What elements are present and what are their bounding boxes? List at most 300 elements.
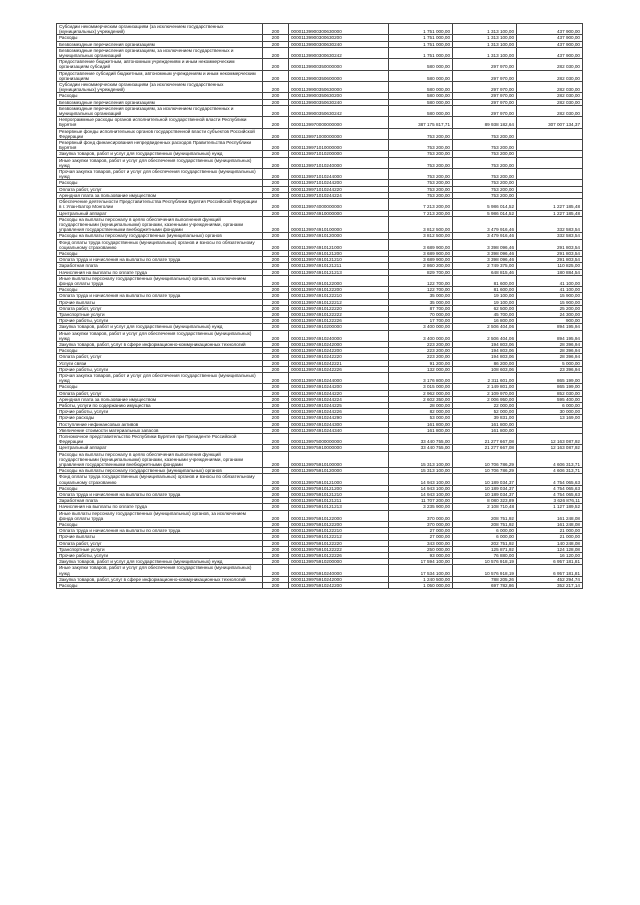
unexecuted-amount-cell: 6 957 181,81 (517, 559, 583, 565)
row-name-cell: Прочие расходы (57, 415, 263, 421)
classification-code-cell: 00001139974000000000 (289, 199, 389, 210)
classification-code-cell: 00001139971010244000 (289, 169, 389, 180)
executed-amount-cell: 3 479 916,46 (453, 216, 517, 233)
classification-code-cell: 00001139900300630000 (289, 24, 389, 35)
table-row (57, 169, 583, 180)
executed-amount-cell: 202 751,92 (453, 540, 517, 546)
row-name-cell: Расходы на выплаты персоналу в целях обеспечения выполнения функций государственными (муниципальными) органами, казенными учреждениями, органами управления государственными внебюджетными фондами (57, 451, 263, 468)
approved-amount-cell: 14 943 100,00 (389, 474, 453, 485)
approved-amount-cell: 2 602 350,00 (389, 396, 453, 402)
classification-code-cell: 00001139971000000000 (289, 128, 389, 139)
row-code-cell: 200 (263, 384, 289, 390)
approved-amount-cell: 753 200,00 (389, 128, 453, 139)
row-code-cell: 200 (263, 117, 289, 128)
approved-amount-cell: 1 751 000,00 (389, 35, 453, 41)
unexecuted-amount-cell: 894 195,94 (517, 330, 583, 341)
row-code-cell: 200 (263, 24, 289, 35)
classification-code-cell: 00001139974910121000 (289, 239, 389, 250)
table-body (57, 24, 583, 589)
row-code-cell: 200 (263, 293, 289, 299)
row-name-cell: Расходы (57, 180, 263, 186)
table-row (57, 41, 583, 47)
executed-amount-cell: 19 100,00 (453, 299, 517, 305)
executed-amount-cell: 2 149 801,00 (453, 384, 517, 390)
executed-amount-cell: 10 706 786,29 (453, 451, 517, 468)
executed-amount-cell: 194 803,06 (453, 354, 517, 360)
executed-amount-cell: 2 109 970,00 (453, 390, 517, 396)
unexecuted-amount-cell: 30 000,00 (517, 409, 583, 415)
row-code-cell: 200 (263, 250, 289, 256)
classification-code-cell: 00001139974910244224 (289, 396, 389, 402)
executed-amount-cell: 62 500,00 (453, 305, 517, 311)
classification-code-cell: 00001139900350600000 (289, 70, 389, 81)
approved-amount-cell: 1 240 500,00 (389, 576, 453, 582)
executed-amount-cell: 194 803,06 (453, 341, 517, 347)
unexecuted-amount-cell: 307 007 134,37 (517, 117, 583, 128)
approved-amount-cell: 3 812 500,00 (389, 233, 453, 239)
row-name-cell: Фонд оплаты труда государственных (муниципальных) органов и взносы по обязательному социальному страхованию (57, 474, 263, 485)
executed-amount-cell: 125 871,92 (453, 546, 517, 552)
executed-amount-cell: 86 200,00 (453, 360, 517, 366)
approved-amount-cell: 33 440 755,00 (389, 445, 453, 451)
approved-amount-cell: 35 000,00 (389, 299, 453, 305)
executed-amount-cell: 194 803,06 (453, 348, 517, 354)
unexecuted-amount-cell: 282 030,00 (517, 105, 583, 116)
row-name-cell: Иные закупки товаров, работ и услуг для обеспечения государственных (муниципальных) нужд (57, 157, 263, 168)
classification-code-cell: 00001139900350630242 (289, 105, 389, 116)
executed-amount-cell: 22 000,00 (453, 403, 517, 409)
row-name-cell: Безвозмездные перечисления организациям (57, 41, 263, 47)
executed-amount-cell: 788 205,26 (453, 576, 517, 582)
unexecuted-amount-cell: 865 199,00 (517, 384, 583, 390)
row-code-cell: 200 (263, 415, 289, 421)
executed-amount-cell: 753 200,00 (453, 157, 517, 168)
approved-amount-cell: 1 751 000,00 (389, 24, 453, 35)
approved-amount-cell: 753 200,00 (389, 180, 453, 186)
row-code-cell: 200 (263, 105, 289, 116)
unexecuted-amount-cell: 282 030,00 (517, 59, 583, 70)
row-name-cell: Иные выплаты персоналу государственных (муниципальных) органов, за исключением фонда оплаты труда (57, 510, 263, 521)
unexecuted-amount-cell: 21 000,00 (517, 534, 583, 540)
unexecuted-amount-cell: 1 227 185,48 (517, 210, 583, 216)
row-name-cell: Расходы на выплаты персоналу государственных (муниципальных) органов (57, 233, 263, 239)
executed-amount-cell: 8 080 323,89 (453, 498, 517, 504)
unexecuted-amount-cell: 15 900,00 (517, 293, 583, 299)
unexecuted-amount-cell: 16 120,00 (517, 553, 583, 559)
classification-code-cell: 00001139900300630240 (289, 41, 389, 47)
row-name-cell: Центральный аппарат (57, 210, 263, 216)
row-code-cell: 200 (263, 583, 289, 589)
classification-code-cell: 00001139974910244300 (289, 421, 389, 427)
row-code-cell: 200 (263, 318, 289, 324)
row-code-cell: 200 (263, 492, 289, 498)
classification-code-cell: 00001139974910100000 (289, 216, 389, 233)
classification-code-cell: 00001139974910122200 (289, 287, 389, 293)
table-row (57, 504, 583, 510)
approved-amount-cell: 753 200,00 (389, 140, 453, 151)
table-row (57, 451, 583, 468)
classification-code-cell: 00001139900350630000 (289, 82, 389, 93)
executed-amount-cell: 3 479 916,46 (453, 233, 517, 239)
classification-code-cell: 00001139975910121211 (289, 498, 389, 504)
classification-code-cell: 00001139974910242220 (289, 354, 389, 360)
row-code-cell: 200 (263, 427, 289, 433)
table-row (57, 117, 583, 128)
classification-code-cell: 00001139974910244226 (289, 409, 389, 415)
unexecuted-amount-cell: 900,00 (517, 318, 583, 324)
row-code-cell: 200 (263, 485, 289, 491)
approved-amount-cell: 91 200,00 (389, 360, 453, 366)
row-code-cell: 200 (263, 99, 289, 105)
row-code-cell: 200 (263, 360, 289, 366)
row-code-cell: 200 (263, 576, 289, 582)
unexecuted-amount-cell: 3 626 876,11 (517, 498, 583, 504)
approved-amount-cell: 223 200,00 (389, 348, 453, 354)
executed-amount-cell: 1 313 100,00 (453, 24, 517, 35)
executed-amount-cell: 753 200,00 (453, 140, 517, 151)
unexecuted-amount-cell: 12 163 087,92 (517, 434, 583, 445)
row-name-cell: Оплата работ, услуг (57, 305, 263, 311)
approved-amount-cell: 27 000,00 (389, 528, 453, 534)
row-code-cell: 200 (263, 396, 289, 402)
table-row (57, 24, 583, 35)
approved-amount-cell: 35 000,00 (389, 293, 453, 299)
executed-amount-cell: 161 800,00 (453, 421, 517, 427)
row-code-cell: 200 (263, 275, 289, 286)
table-row (57, 192, 583, 198)
unexecuted-amount-cell: 28 396,94 (517, 348, 583, 354)
row-code-cell: 200 (263, 324, 289, 330)
row-code-cell: 200 (263, 263, 289, 269)
approved-amount-cell: 580 000,00 (389, 82, 453, 93)
row-code-cell: 200 (263, 287, 289, 293)
row-name-cell: Расходы на выплаты персоналу в целях обеспечения выполнения функций государственными (муниципальными) органами, казенными учреждениями, органами управления государственными внебюджетными фондами (57, 216, 263, 233)
table-row (57, 151, 583, 157)
row-code-cell: 200 (263, 474, 289, 485)
approved-amount-cell: 161 800,00 (389, 427, 453, 433)
row-name-cell: Начисления на выплаты по оплате труда (57, 504, 263, 510)
classification-code-cell: 00001139975910122226 (289, 553, 389, 559)
unexecuted-amount-cell: 1 127 189,52 (517, 504, 583, 510)
unexecuted-amount-cell: 21 000,00 (517, 528, 583, 534)
approved-amount-cell: 11 707 200,00 (389, 498, 453, 504)
row-name-cell: Увеличение стоимости материальных запасов (57, 427, 263, 433)
unexecuted-amount-cell: 865 199,00 (517, 372, 583, 383)
executed-amount-cell: 1 313 100,00 (453, 41, 517, 47)
table-row (57, 199, 583, 210)
executed-amount-cell: 45 700,00 (453, 311, 517, 317)
approved-amount-cell: 122 700,00 (389, 275, 453, 286)
unexecuted-amount-cell: 110 825,00 (517, 263, 583, 269)
table-row (57, 293, 583, 299)
unexecuted-amount-cell: 5 000,00 (517, 360, 583, 366)
row-code-cell: 200 (263, 540, 289, 546)
approved-amount-cell: 829 700,00 (389, 269, 453, 275)
executed-amount-cell: 297 970,00 (453, 93, 517, 99)
table-row (57, 216, 583, 233)
approved-amount-cell: 93 000,00 (389, 553, 453, 559)
row-name-cell: Оплата работ, услуг (57, 354, 263, 360)
executed-amount-cell: 10 706 786,29 (453, 468, 517, 474)
executed-amount-cell: 10 576 918,19 (453, 565, 517, 576)
approved-amount-cell: 3 176 800,00 (389, 372, 453, 383)
approved-amount-cell: 1 050 000,00 (389, 583, 453, 589)
approved-amount-cell: 2 962 000,00 (389, 390, 453, 396)
row-name-cell: Расходы (57, 485, 263, 491)
classification-code-cell: 00001139971010000000 (289, 140, 389, 151)
classification-code-cell: 00001139975910122222 (289, 546, 389, 552)
approved-amount-cell: 753 200,00 (389, 186, 453, 192)
row-code-cell: 200 (263, 239, 289, 250)
classification-code-cell: 00001139975910000000 (289, 445, 389, 451)
executed-amount-cell: 6 000,00 (453, 528, 517, 534)
unexecuted-amount-cell: 894 195,94 (517, 324, 583, 330)
row-name-cell: Расходы (57, 35, 263, 41)
executed-amount-cell: 21 277 667,08 (453, 434, 517, 445)
row-name-cell: Работы, услуги по содержанию имущества (57, 403, 263, 409)
row-name-cell: Закупка товаров, работ и услуг для государственных (муниципальных) нужд (57, 151, 263, 157)
executed-amount-cell: 10 189 034,37 (453, 492, 517, 498)
approved-amount-cell: 2 860 200,00 (389, 263, 453, 269)
approved-amount-cell: 3 689 900,00 (389, 250, 453, 256)
unexecuted-amount-cell: 161 248,08 (517, 522, 583, 528)
approved-amount-cell: 387 175 817,71 (389, 117, 453, 128)
executed-amount-cell: 753 200,00 (453, 151, 517, 157)
row-code-cell: 200 (263, 257, 289, 263)
row-code-cell: 200 (263, 157, 289, 168)
approved-amount-cell: 370 000,00 (389, 510, 453, 521)
approved-amount-cell: 17 534 100,00 (389, 565, 453, 576)
unexecuted-amount-cell: 4 754 065,63 (517, 492, 583, 498)
row-name-cell: Начисления на выплаты по оплате труда (57, 269, 263, 275)
row-name-cell: Непрограммные расходы органов исполнительной государственной власти Республики Бурятия (57, 117, 263, 128)
executed-amount-cell: 5 986 014,52 (453, 199, 517, 210)
unexecuted-amount-cell: 1 227 185,48 (517, 199, 583, 210)
row-code-cell: 200 (263, 546, 289, 552)
approved-amount-cell: 87 700,00 (389, 305, 453, 311)
row-code-cell: 200 (263, 372, 289, 383)
executed-amount-cell: 16 800,00 (453, 318, 517, 324)
table-row (57, 492, 583, 498)
row-name-cell: Прочие работы, услуги (57, 409, 263, 415)
approved-amount-cell: 33 440 755,00 (389, 434, 453, 445)
table-row (57, 427, 583, 433)
classification-code-cell: 00001139971010244224 (289, 192, 389, 198)
table-row (57, 47, 583, 58)
row-name-cell: Прочие выплаты (57, 299, 263, 305)
row-code-cell: 200 (263, 192, 289, 198)
executed-amount-cell: 3 398 096,46 (453, 250, 517, 256)
executed-amount-cell: 2 749 375,00 (453, 263, 517, 269)
classification-code-cell: 00001139975910121213 (289, 504, 389, 510)
approved-amount-cell: 753 200,00 (389, 192, 453, 198)
table-row (57, 403, 583, 409)
unexecuted-amount-cell: 180 884,54 (517, 269, 583, 275)
approved-amount-cell: 27 000,00 (389, 534, 453, 540)
row-code-cell: 200 (263, 504, 289, 510)
table-row (57, 99, 583, 105)
executed-amount-cell: 297 970,00 (453, 59, 517, 70)
row-code-cell: 200 (263, 199, 289, 210)
executed-amount-cell: 753 200,00 (453, 169, 517, 180)
approved-amount-cell: 82 000,00 (389, 409, 453, 415)
table-row (57, 565, 583, 576)
table-row (57, 528, 583, 534)
approved-amount-cell: 580 000,00 (389, 99, 453, 105)
row-code-cell: 200 (263, 434, 289, 445)
row-name-cell: Резервные фонды исполнительных органов государственной власти субъектов Российской Федерации (57, 128, 263, 139)
classification-code-cell: 00001139975910240000 (289, 565, 389, 576)
approved-amount-cell: 15 313 100,00 (389, 451, 453, 468)
row-name-cell: Закупка товаров, работ, услуг в сфере информационно-коммуникационных технологий (57, 341, 263, 347)
executed-amount-cell: 2 311 601,00 (453, 372, 517, 383)
executed-amount-cell: 81 600,00 (453, 275, 517, 286)
classification-code-cell: 00001139974910240000 (289, 330, 389, 341)
executed-amount-cell: 208 751,92 (453, 522, 517, 528)
approved-amount-cell: 3 812 500,00 (389, 216, 453, 233)
classification-code-cell: 00001139974910121213 (289, 269, 389, 275)
classification-code-cell: 00001139974910122226 (289, 318, 389, 324)
row-name-cell: Арендная плата за пользование имуществом (57, 192, 263, 198)
row-name-cell: Иные закупки товаров, работ и услуг для обеспечения государственных (муниципальных) нужд (57, 565, 263, 576)
unexecuted-amount-cell: 4 754 065,63 (517, 485, 583, 491)
classification-code-cell: 00001139975910122212 (289, 534, 389, 540)
table-row (57, 70, 583, 81)
row-code-cell: 200 (263, 299, 289, 305)
unexecuted-amount-cell: 437 900,00 (517, 47, 583, 58)
unexecuted-amount-cell: 161 248,08 (517, 510, 583, 521)
classification-code-cell: 00001139900300630200 (289, 35, 389, 41)
row-code-cell: 200 (263, 348, 289, 354)
approved-amount-cell: 14 943 100,00 (389, 485, 453, 491)
table-row (57, 82, 583, 93)
row-code-cell: 200 (263, 128, 289, 139)
approved-amount-cell: 580 000,00 (389, 93, 453, 99)
row-code-cell: 200 (263, 82, 289, 93)
row-name-cell: Услуги связи (57, 360, 263, 366)
executed-amount-cell: 5 986 014,52 (453, 210, 517, 216)
unexecuted-amount-cell: 282 030,00 (517, 93, 583, 99)
classification-code-cell: 00001139971010244200 (289, 180, 389, 186)
row-name-cell: Прочая закупка товаров, работ и услуг для обеспечения государственных (муниципальных) нужд (57, 372, 263, 383)
classification-code-cell: 00001139974910242000 (289, 341, 389, 347)
row-code-cell: 200 (263, 47, 289, 58)
row-name-cell: Оплата работ, услуг (57, 186, 263, 192)
classification-code-cell: 00001139975910121210 (289, 492, 389, 498)
unexecuted-amount-cell: 332 583,54 (517, 216, 583, 233)
executed-amount-cell: 753 200,00 (453, 180, 517, 186)
approved-amount-cell: 132 000,00 (389, 366, 453, 372)
executed-amount-cell: 3 398 096,46 (453, 257, 517, 263)
unexecuted-amount-cell: 291 803,54 (517, 250, 583, 256)
unexecuted-amount-cell: 437 900,00 (517, 24, 583, 35)
row-name-cell: Оплата работ, услуг (57, 540, 263, 546)
classification-code-cell: 00001139974910244290 (289, 415, 389, 421)
table-row (57, 396, 583, 402)
row-name-cell: Безвозмездные перечисления организациям, за исключением государственных и муниципальных организаций (57, 105, 263, 116)
executed-amount-cell: 297 970,00 (453, 105, 517, 116)
classification-code-cell: 00001139900350630200 (289, 93, 389, 99)
executed-amount-cell: 6 000,00 (453, 534, 517, 540)
row-name-cell: Иные закупки товаров, работ и услуг для обеспечения государственных (муниципальных) нужд (57, 330, 263, 341)
executed-amount-cell: 39 831,00 (453, 415, 517, 421)
classification-code-cell: 00001139974910121211 (289, 263, 389, 269)
approved-amount-cell: 580 000,00 (389, 70, 453, 81)
row-code-cell: 200 (263, 151, 289, 157)
approved-amount-cell: 53 000,00 (389, 415, 453, 421)
row-code-cell: 200 (263, 403, 289, 409)
unexecuted-amount-cell: 437 900,00 (517, 35, 583, 41)
classification-code-cell: 00001139974910121210 (289, 257, 389, 263)
row-code-cell: 200 (263, 451, 289, 468)
row-code-cell: 200 (263, 186, 289, 192)
unexecuted-amount-cell: 595 400,00 (517, 396, 583, 402)
executed-amount-cell: 648 815,46 (453, 269, 517, 275)
table-row (57, 257, 583, 263)
classification-code-cell: 00001139974910120000 (289, 233, 389, 239)
classification-code-cell: 00001139975910122200 (289, 522, 389, 528)
classification-code-cell: 00001139971010200000 (289, 151, 389, 157)
classification-code-cell: 00001139900350630240 (289, 99, 389, 105)
classification-code-cell: 00001139975910100000 (289, 451, 389, 468)
executed-amount-cell: 753 200,00 (453, 128, 517, 139)
unexecuted-amount-cell: 6 000,00 (517, 403, 583, 409)
unexecuted-amount-cell: 291 803,54 (517, 257, 583, 263)
row-code-cell: 200 (263, 421, 289, 427)
table-row (57, 330, 583, 341)
row-code-cell: 200 (263, 140, 289, 151)
classification-code-cell: 00001139975910122220 (289, 540, 389, 546)
unexecuted-amount-cell: 437 900,00 (517, 41, 583, 47)
row-code-cell: 200 (263, 498, 289, 504)
unexecuted-amount-cell: 4 606 313,71 (517, 451, 583, 468)
row-name-cell: Резервный фонд финансирования непредвиденных расходов Правительства Республики Бурятия (57, 140, 263, 151)
table-row (57, 576, 583, 582)
unexecuted-amount-cell: 15 900,00 (517, 299, 583, 305)
executed-amount-cell: 89 938 182,64 (453, 117, 517, 128)
row-name-cell: Оплата труда и начисления на выплаты по оплате труда (57, 257, 263, 263)
approved-amount-cell: 223 200,00 (389, 354, 453, 360)
unexecuted-amount-cell: 24 300,00 (517, 311, 583, 317)
classification-code-cell: 00001139975910121200 (289, 485, 389, 491)
executed-amount-cell: 2 006 950,00 (453, 396, 517, 402)
executed-amount-cell: 208 751,92 (453, 510, 517, 521)
executed-amount-cell: 10 576 918,19 (453, 559, 517, 565)
unexecuted-amount-cell: 41 100,00 (517, 275, 583, 286)
unexecuted-amount-cell (517, 169, 583, 180)
classification-code-cell: 00001139900350000000 (289, 59, 389, 70)
row-name-cell: Поступление нефинансовых активов (57, 421, 263, 427)
executed-amount-cell: 10 189 034,37 (453, 474, 517, 485)
row-code-cell: 200 (263, 169, 289, 180)
classification-code-cell: 00001139974910242226 (289, 366, 389, 372)
classification-code-cell: 00001139974910000000 (289, 210, 389, 216)
unexecuted-amount-cell: 28 396,94 (517, 341, 583, 347)
row-code-cell: 200 (263, 41, 289, 47)
budget-execution-table (56, 23, 583, 589)
table-row (57, 128, 583, 139)
row-code-cell: 200 (263, 233, 289, 239)
row-code-cell: 200 (263, 468, 289, 474)
table-row (57, 140, 583, 151)
approved-amount-cell: 70 000,00 (389, 311, 453, 317)
approved-amount-cell: 1 751 000,00 (389, 47, 453, 58)
row-name-cell: Оплата труда и начисления на выплаты по оплате труда (57, 492, 263, 498)
classification-code-cell: 00001139974910242221 (289, 360, 389, 366)
row-code-cell: 200 (263, 269, 289, 275)
unexecuted-amount-cell: 41 100,00 (517, 287, 583, 293)
row-code-cell: 200 (263, 35, 289, 41)
